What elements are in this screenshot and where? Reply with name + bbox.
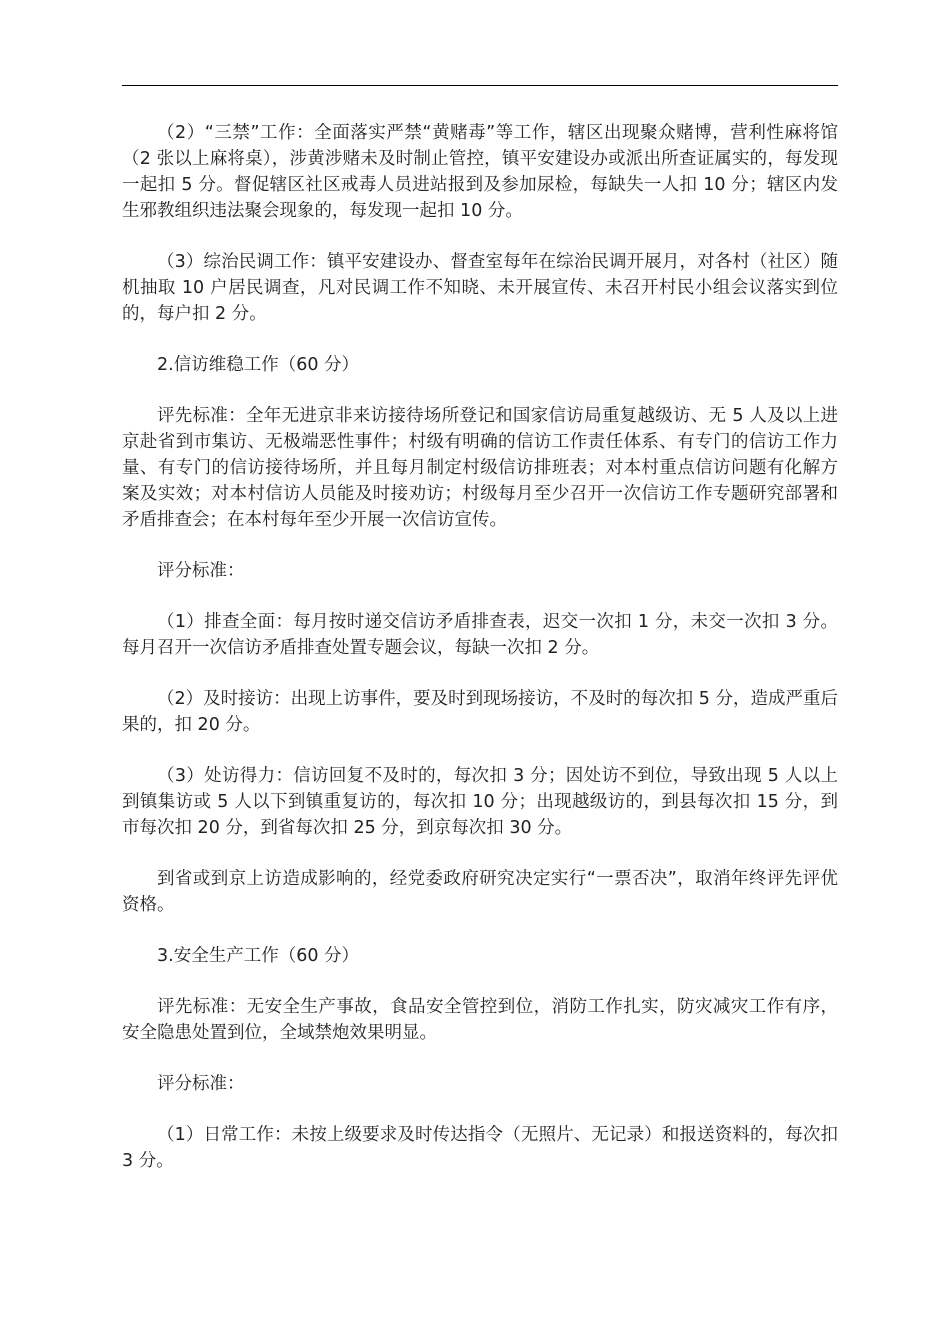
section-heading-petition: 2.信访维稳工作（60 分） xyxy=(157,355,360,375)
paragraph-scoring-criteria-label: 评分标准： xyxy=(157,561,245,581)
paragraph-timely-reception: （2）及时接访：出现上访事件，要及时到现场接访，不及时的每次扣 5 分，造成严重后果的，扣 20 分。 xyxy=(122,689,838,735)
paragraph-petition-excellence-criteria: 评先标准：全年无进京非来访接待场所登记和国家信访局重复越级访、无 5 人及以上进京赴省到市集访、无极端恶性事件；村级有明确的信访工作责任体系、有专门的信访工作力量、有专门的信访接待场所，并且每月制定村级信访排班表；对本村重点信访问题有化解方案及实效；对本村信访人员能及时接劝访；村级每月至少召开一次信访工作专题研究部署和矛盾排查会；在本村每年至少开展一次信访宣传。 xyxy=(122,406,838,530)
paragraph-safety-excellence-criteria: 评先标准：无安全生产事故，食品安全管控到位，消防工作扎实，防灾减灾工作有序，安全隐患处置到位，全域禁炮效果明显。 xyxy=(122,997,838,1043)
paragraph-public-survey: （3）综治民调工作：镇平安建设办、督查室每年在综治民调开展月，对各村（社区）随机抽取 10 户居民调查，凡对民调工作不知晓、未开展宣传、未召开村民小组会议落实到位的，每户扣 2 分。 xyxy=(122,252,839,324)
document-body xyxy=(122,120,838,1199)
paragraph-thorough-investigation: （1）排查全面：每月按时递交信访矛盾排查表，迟交一次扣 1 分，未交一次扣 3 分。每月召开一次信访矛盾排查处置专题会议，每缺一次扣 2 分。 xyxy=(122,612,838,658)
paragraph-one-vote-veto: 到省或到京上访造成影响的，经党委政府研究决定实行“一票否决”，取消年终评先评优资格。 xyxy=(122,869,838,915)
header-rule xyxy=(122,85,838,86)
paragraph-scoring-criteria-label-2: 评分标准： xyxy=(157,1074,245,1094)
section-heading-safety: 3.安全生产工作（60 分） xyxy=(157,946,360,966)
paragraph-three-bans: （2）“三禁”工作：全面落实严禁“黄赌毒”等工作，辖区出现聚众赌博，营利性麻将馆（2 张以上麻将桌），涉黄涉赌未及时制止管控，镇平安建设办或派出所查证属实的，每发现一起扣 5 分。督促辖区社区戒毒人员进站报到及参加尿检，每缺失一人扣 10 分；辖区内发生邪教组织违法聚会现象的，每发现一起扣 10 分。 xyxy=(122,123,838,221)
paragraph-daily-work: （1）日常工作：未按上级要求及时传达指令（无照片、无记录）和报送资料的，每次扣 3 分。 xyxy=(122,1125,838,1171)
paragraph-effective-handling: （3）处访得力：信访回复不及时的，每次扣 3 分；因处访不到位，导致出现 5 人以上到镇集访或 5 人以下到镇重复访的，每次扣 10 分；出现越级访的，到县每次扣 15 分，到市每次扣 20 分，到省每次扣 25 分，到京每次扣 30 分。 xyxy=(122,766,838,838)
